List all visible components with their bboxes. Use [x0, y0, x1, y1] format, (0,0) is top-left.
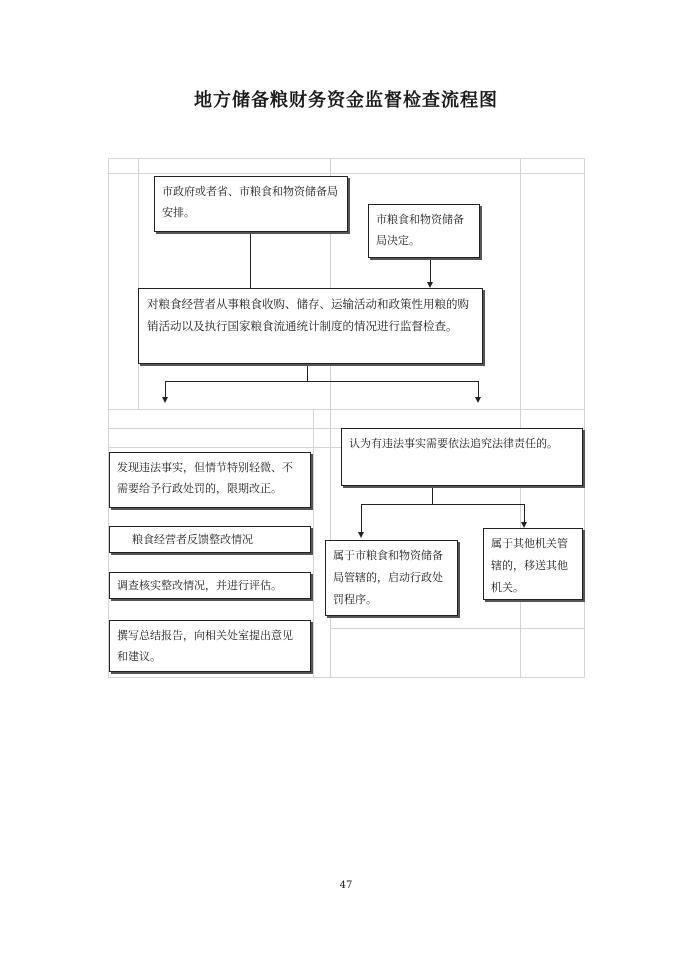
connector-line — [165, 381, 166, 398]
grid-line — [330, 628, 584, 629]
grid-line — [520, 158, 521, 678]
connector-line — [432, 487, 433, 504]
grid-line — [138, 158, 139, 410]
grid-line — [108, 173, 584, 174]
node-verify-rectification: 调查核实整改情况，并进行评估。 — [109, 572, 311, 599]
connector-line — [524, 504, 525, 524]
grid-line — [313, 409, 314, 677]
connector-line — [361, 504, 524, 505]
page-number: 47 — [339, 880, 353, 891]
grid-line — [108, 158, 584, 159]
node-supervision-inspection: 对粮食经营者从事粮食收购、储存、运输活动和政策性用粮的购销活动以及执行国家粮食流通统计制度的情况进行监督检查。 — [138, 288, 483, 364]
connector-line — [361, 504, 362, 534]
node-minor-violation-correction: 发现违法事实，但情节特别轻微、不需要给予行政处罚的，限期改正。 — [109, 452, 311, 508]
node-administrative-penalty: 属于市粮食和物资储备局管辖的，启动行政处罚程序。 — [325, 540, 458, 616]
arrow-down-icon — [162, 397, 168, 403]
grid-line — [108, 158, 109, 678]
node-operator-feedback: 粮食经营者反馈整改情况 — [109, 526, 311, 553]
arrow-down-icon — [358, 532, 364, 538]
connector-line — [165, 381, 478, 382]
grid-line — [108, 677, 584, 678]
node-city-government-arrangement: 市政府或者省、市粮食和物资储备局安排。 — [154, 176, 348, 232]
node-transfer-other-authority: 属于其他机关管辖的，移送其他机关。 — [483, 528, 583, 600]
node-city-bureau-decision: 市粮食和物资储备局决定。 — [368, 204, 480, 258]
arrow-down-icon — [475, 397, 481, 403]
node-legal-liability: 认为有违法事实需要依法追究法律责任的。 — [341, 428, 583, 486]
page-title: 地方储备粮财务资金监督检查流程图 — [194, 90, 498, 111]
connector-line — [478, 381, 479, 398]
grid-line — [584, 158, 585, 678]
connector-line — [307, 364, 308, 382]
connector-line — [430, 257, 431, 283]
node-summary-report: 撰写总结报告，向相关处室提出意见和建议。 — [109, 620, 311, 672]
grid-line — [108, 409, 584, 410]
connector-line — [250, 230, 251, 288]
